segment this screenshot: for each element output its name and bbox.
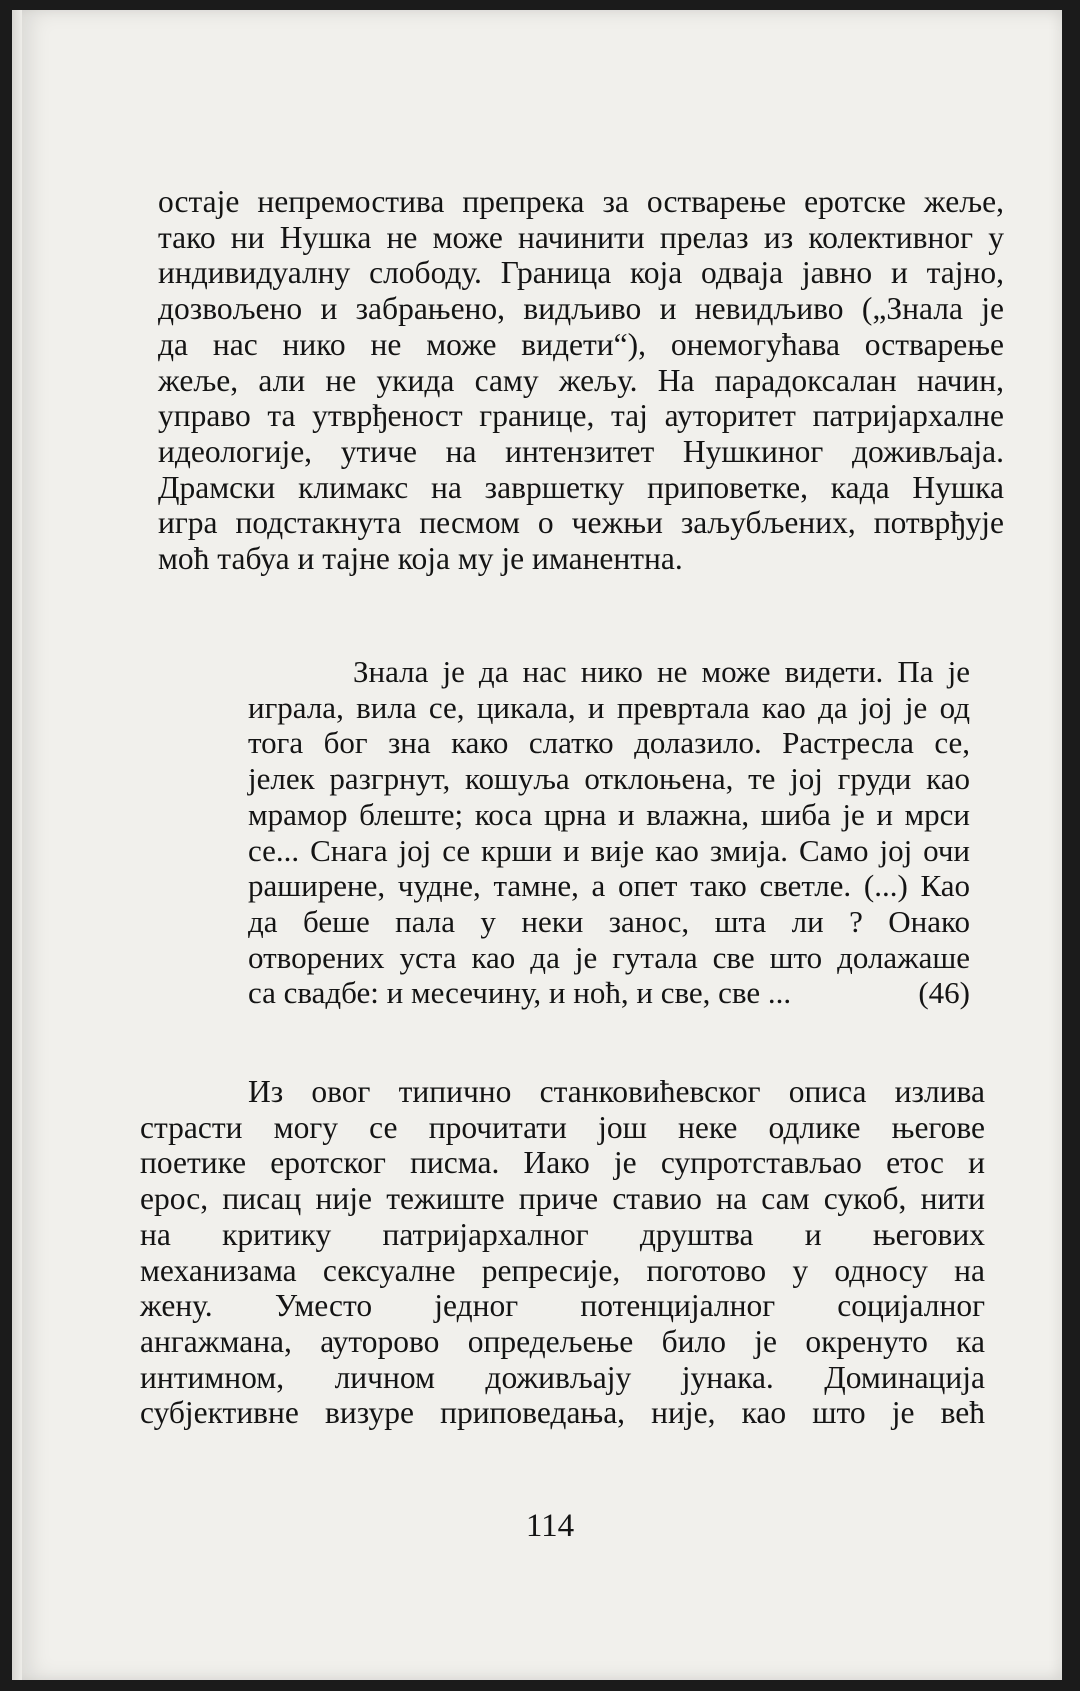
quote-line: да беше пала у неки занос, шта ли ? Онако [248, 903, 970, 939]
text-line: механизама сексуалне репресије, поготово у односу на [140, 1252, 985, 1288]
paragraph-2 [140, 1074, 985, 1431]
page-gutter-edge [12, 10, 22, 1680]
text-line: идеологије, утиче на интензитет Нушкиног доживљаја. [158, 433, 1004, 469]
quote-line: тога бог зна како слатко долазило. Растресла се, [248, 725, 970, 761]
quote-line: јелек разгрнут, кошуља отклоњена, те јој груди као [248, 761, 970, 797]
text-line: Из овог типично станковићевског описа излива [248, 1074, 985, 1109]
text-line: поетике еротског писма. Иако је супротстављао етос и [140, 1145, 985, 1181]
quote-citation: (46) [918, 975, 970, 1011]
text-line: субјективне визуре приповедања, није, као што је већ [140, 1395, 985, 1431]
text-line: да нас нико не може видети“), онемогућава остварење [158, 326, 1004, 362]
text-line: игра подстакнута песмом о чежњи заљубљених, потврђује [158, 505, 1004, 541]
quote-line: мрамор блеште; коса црна и влажна, шиба је и мрси [248, 796, 970, 832]
text-line: на критику патријархалног друштва и његових [140, 1216, 985, 1252]
quote-line: отворених уста као да је гутала све што долажаше [248, 939, 970, 975]
quote-line: се... Снага јој се крши и вије као змија. Само јој очи [248, 832, 970, 868]
quote-last-line [248, 975, 970, 1011]
block-quote [248, 654, 970, 1011]
text-line: страсти могу се прочитати још неке одлике његове [140, 1109, 985, 1145]
quote-line: Знала је да нас нико не може видети. Па је [353, 654, 970, 689]
text-line: управо та утврђеност границе, тај ауторитет патријархалне [158, 398, 1004, 434]
text-line: жеље, али не укида саму жељу. На парадоксалан начин, [158, 362, 1004, 398]
text-line: дозвољено и забрањено, видљиво и невидљиво („Знала је [158, 291, 1004, 327]
quote-line: са свадбе: и месечину, и ноћ, и све, све ... [248, 975, 792, 1011]
text-line: Драмски климакс на завршетку приповетке, када Нушка [158, 469, 1004, 505]
page-number: 114 [525, 1508, 575, 1544]
text-line: интимном, личном доживљају јунака. Доминација [140, 1359, 985, 1395]
quote-line: раширене, чудне, тамне, а опет тако светле. (...) Као [248, 868, 970, 904]
text-line: остаје непремостива препрека за остварење еротске жеље, [158, 184, 1004, 219]
text-line: индивидуалну слободу. Граница која одваја јавно и тајно, [158, 255, 1004, 291]
text-line: тако ни Нушка не може начинити прелаз из колективног у [158, 219, 1004, 255]
text-line: моћ табуа и тајне која му је иманентна. [158, 541, 683, 577]
quote-line: играла, вила се, цикала, и превртала као да јој је од [248, 689, 970, 725]
text-line: ерос, писац није тежиште приче ставио на сам сукоб, нити [140, 1181, 985, 1217]
paragraph-1 [158, 184, 1004, 577]
text-line: ангажмана, ауторово опредељење било је окренуто ка [140, 1323, 985, 1359]
text-line: жену. Уместо једног потенцијалног социјалног [140, 1288, 985, 1324]
